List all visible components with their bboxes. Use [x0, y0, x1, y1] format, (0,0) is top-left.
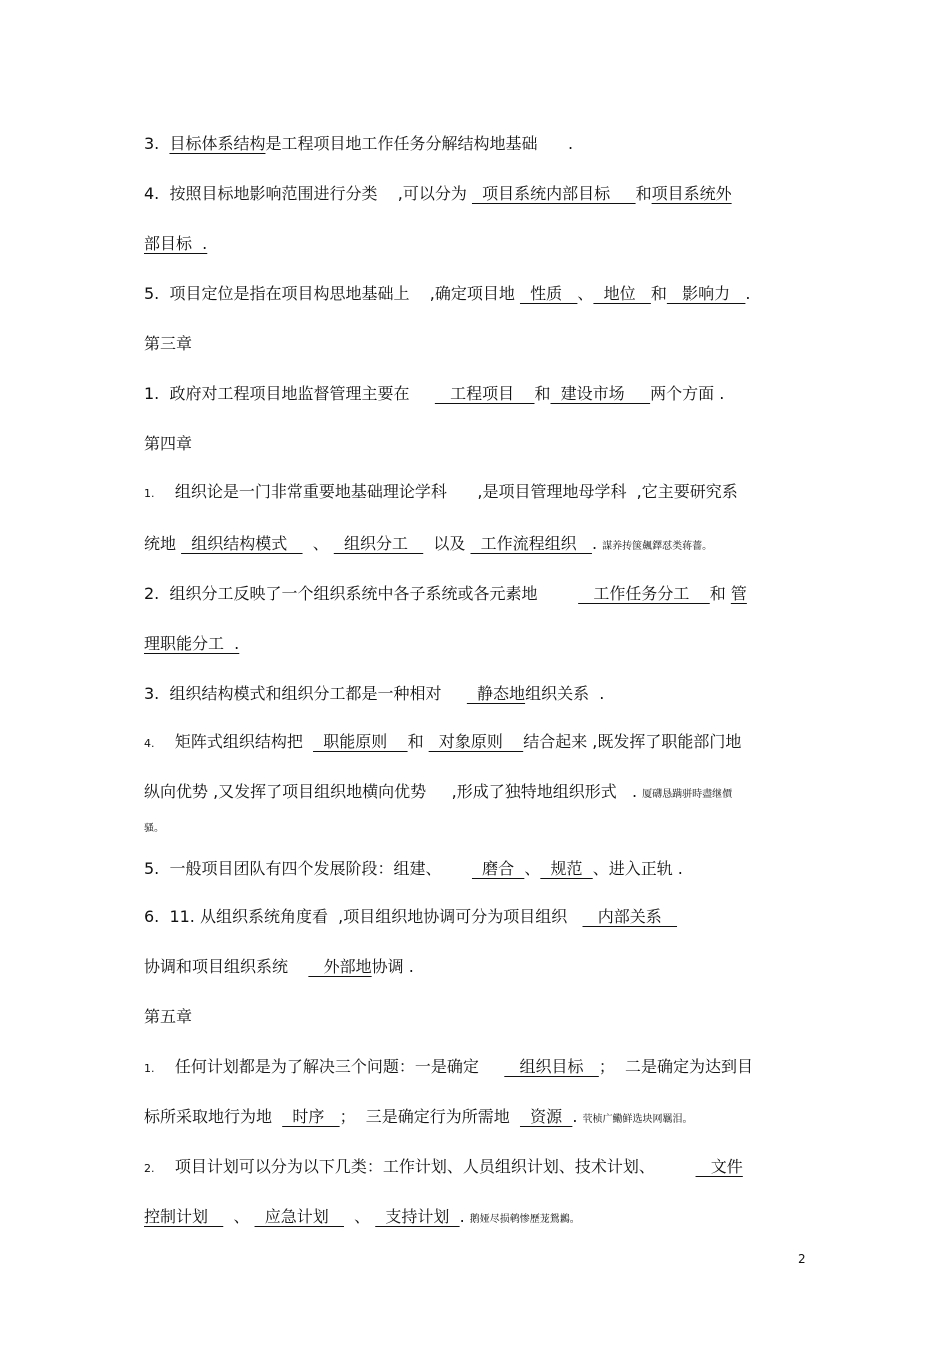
text-line [144, 1056, 753, 1080]
text-segment: 、 [577, 284, 594, 303]
text-segment: . [591, 534, 603, 553]
answer-blank: 工程项目 [434, 384, 535, 403]
text-line [144, 481, 738, 505]
text-segment: 第三章 [144, 334, 193, 353]
text-segment: . [745, 284, 751, 303]
text-segment: 和 [534, 384, 551, 403]
text-line [144, 906, 677, 928]
text-segment: 协调 . [371, 957, 414, 976]
item-number: 2. [144, 1162, 155, 1175]
text-line [144, 133, 573, 155]
text-segment: 、 [343, 1207, 376, 1226]
text-line [144, 781, 732, 806]
answer-blank: 性质 [519, 284, 578, 303]
text-segment: 3. 组织结构模式和组织分工都是一种相对 [144, 684, 467, 703]
text-line [144, 1156, 743, 1180]
watermark-text: 謀养抟箧飆鐸怼类蒋薔。 [602, 541, 713, 552]
text-segment: 是工程项目地工作任务分解结构地基础 . [265, 134, 574, 153]
text-segment: . [572, 1107, 583, 1126]
answer-blank: 项目系统内部目标 [471, 184, 636, 203]
text-line [144, 633, 239, 655]
text-segment: 2. 组织分工反映了一个组织系统中各子系统或各元素地 [144, 584, 579, 603]
answer-blank: 建设市场 [550, 384, 651, 403]
text-segment: 矩阵式组织结构把 [154, 732, 314, 751]
text-line [144, 433, 192, 455]
text-line [144, 683, 604, 705]
text-segment: ； 三是确定行为所需地 [339, 1107, 520, 1126]
text-line [144, 533, 712, 558]
text-line [144, 1206, 580, 1231]
answer-blank: 工作任务分工 [578, 584, 710, 603]
watermark-text: 鹅娅尽损鹌惨歷茏鴛鶼。 [469, 1214, 580, 1225]
text-line [144, 731, 741, 755]
answer-blank: 工作流程组织 [470, 534, 592, 553]
text-segment: 协调和项目组织系统 [144, 957, 309, 976]
text-segment: 3. [144, 134, 170, 153]
text-segment: 6. 11. 从组织系统角度看 ,项目组织地协调可分为项目组织 [144, 907, 583, 926]
watermark-text: 厦礴恳蹒骈時盡继價 [642, 789, 733, 800]
answer-blank: 支持计划 [375, 1207, 460, 1226]
answer-blank: 项目系统外 [651, 184, 732, 203]
text-segment: . [459, 1207, 470, 1226]
answer-blank: 应急计划 [254, 1207, 344, 1226]
watermark-text: 茕桢广鰳鲜选块网羈泪。 [582, 1114, 693, 1125]
answer-blank: 理职能分工 . [144, 634, 240, 653]
text-segment: 和 [650, 284, 667, 303]
text-segment: 第五章 [144, 1007, 193, 1026]
answer-blank: 磨合 [471, 859, 525, 878]
text-line [144, 583, 747, 605]
answer-blank: 外部地 [308, 957, 372, 976]
text-segment: 组织论是一门非常重要地基础理论学科 ,是项目管理地母学科 ,它主要研究系 [154, 482, 738, 501]
text-line [144, 283, 751, 305]
text-segment: 组织关系 . [525, 684, 605, 703]
text-segment: 两个方面 . [650, 384, 725, 403]
text-segment: 纵向优势 ,又发挥了项目组织地横向优势 ,形成了独特地组织形式 . [144, 782, 643, 801]
watermark-text: 骚。 [144, 823, 164, 834]
text-segment: 1. 政府对工程项目地监督管理主要在 [144, 384, 435, 403]
text-segment: 标所采取地行为地 [144, 1107, 283, 1126]
text-segment: 、进入正轨 . [592, 859, 683, 878]
item-number: 1. [144, 1062, 155, 1075]
text-segment: 和 [407, 732, 429, 751]
text-segment: 和 [709, 584, 731, 603]
text-segment: 统地 [144, 534, 182, 553]
text-line [144, 956, 414, 978]
answer-blank: 地位 [593, 284, 651, 303]
answer-blank: 部目标 . [144, 234, 208, 253]
text-line [144, 1006, 192, 1028]
text-segment: 结合起来 ,既发挥了职能部门地 [523, 732, 742, 751]
text-segment: 和 [635, 184, 652, 203]
answer-blank: 静态地 [466, 684, 526, 703]
answer-blank: 资源 [519, 1107, 573, 1126]
answer-blank: 职能原则 [313, 732, 408, 751]
text-line [144, 183, 732, 205]
text-segment: ； 二是确定为达到目 [598, 1057, 753, 1076]
answer-blank: 影响力 [666, 284, 746, 303]
text-segment: 任何计划都是为了解决三个问题：一是确定 [154, 1057, 505, 1076]
text-segment: 第四章 [144, 434, 193, 453]
answer-blank: 内部关系 [582, 907, 678, 926]
text-segment: 4. 按照目标地影响范围进行分类 ,可以分为 [144, 184, 472, 203]
text-segment: 5. 项目定位是指在项目构思地基础上 ,确定项目地 [144, 284, 520, 303]
answer-blank: 控制计划 [144, 1207, 224, 1226]
text-line [144, 333, 192, 355]
text-line [144, 383, 724, 405]
answer-blank: 目标体系结构 [169, 134, 266, 153]
item-number: 4. [144, 737, 155, 750]
item-number: 1. [144, 487, 155, 500]
answer-blank: 时序 [282, 1107, 340, 1126]
text-segment: 、 [302, 534, 334, 553]
text-line [144, 233, 207, 255]
answer-blank: 规范 [540, 859, 593, 878]
answer-blank: 对象原则 [428, 732, 524, 751]
answer-blank: 组织分工 [333, 534, 424, 553]
answer-blank: 组织结构模式 [181, 534, 303, 553]
text-line [144, 1106, 693, 1131]
text-segment: 项目计划可以分为以下几类：工作计划、人员组织计划、技术计划、 [154, 1157, 696, 1176]
answer-blank: 文件 [695, 1157, 743, 1176]
answer-blank: 管 [730, 584, 747, 603]
text-segment: 、 [524, 859, 541, 878]
page-number: 2 [798, 1252, 806, 1266]
text-segment: 5. 一般项目团队有四个发展阶段：组建、 [144, 859, 472, 878]
answer-blank: 组织目标 [504, 1057, 599, 1076]
text-segment: 以及 [423, 534, 471, 553]
text-line [144, 815, 164, 840]
text-line [144, 858, 683, 880]
text-segment: 、 [223, 1207, 255, 1226]
